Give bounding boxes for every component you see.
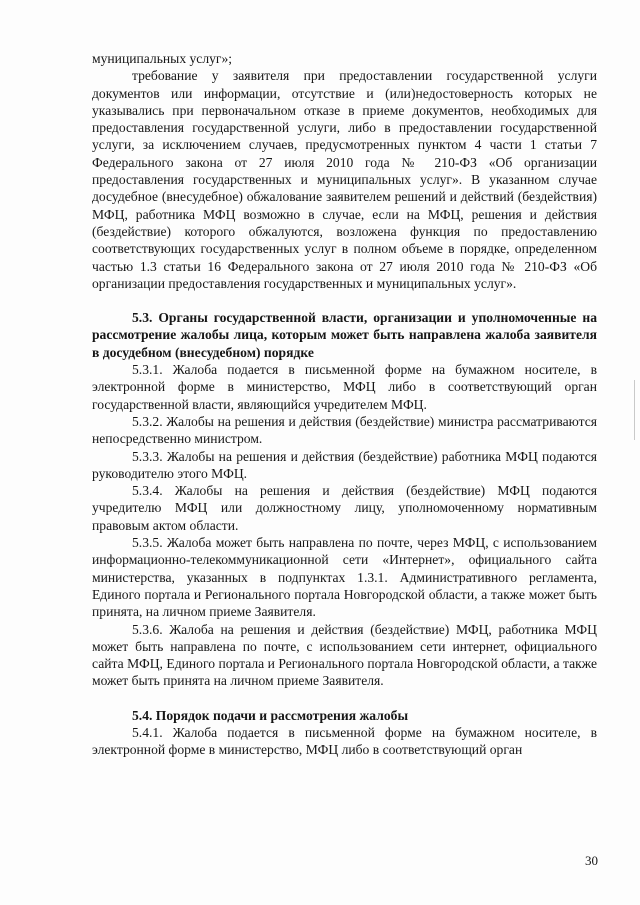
paragraph-5-3-5: 5.3.5. Жалоба может быть направлена по почте, через МФЦ, с использованием информационно-телекоммуникационной сети «Интернет», официального сайта министерства, указанных в подпунктах 1.3.1. Административного регламента, Единого портала и Регионального портала Новгородской области, а также может быть принята, на личном приеме Заявителя. bbox=[92, 535, 597, 620]
paragraph-5-3-2: 5.3.2. Жалобы на решения и действия (бездействие) министра рассматриваются непосредственно министром. bbox=[92, 413, 597, 447]
paragraph-5-3-4: 5.3.4. Жалобы на решения и действия (бездействие) МФЦ подаются учредителю МФЦ или должностному лицу, уполномоченному нормативным правовым актом области. bbox=[92, 483, 597, 533]
paragraph-continuation: муниципальных услуг»; bbox=[92, 51, 233, 66]
paragraph-5-3-3: 5.3.3. Жалобы на решения и действия (бездействие) работника МФЦ подаются руководителю этого МФЦ. bbox=[92, 448, 597, 481]
paragraph-requirement: требование у заявителя при предоставлении государственной услуги документов или информации, отсутствие и (или)недостоверность которых не указывались при первоначальном отказе в приеме документов, необходимых для предоставления государственной услуги, либо в предоставлении государственной услуги, за исключением случаев, предусмотренных пунктом 4 части 1 статьи 7 Федерального закона от 27 июля 2010 года № 210-ФЗ «Об организации предоставления государственных и муниципальных услуг». В указанном случае досудебное (внесудебное) обжалование заявителем решений и действий (бездействия) МФЦ, работника МФЦ возможно в случае, если на МФЦ, решения и действия (бездействие) которого обжалуются, возложена функция по предоставлению соответствующих государственных услуг в полном объеме в порядке, определенном частью 1.3 статьи 16 Федерального закона от 27 июля 2010 года № 210-ФЗ «Об организации предоставления государственных и муниципальных услуг». bbox=[92, 68, 597, 291]
section-heading-5-3: 5.3. Органы государственной власти, организации и уполномоченные на рассмотрение жалобы лица, которым может быть направлена жалоба заявителя в досудебном (внесудебном) порядке bbox=[92, 310, 597, 360]
paragraph-5-3-6: 5.3.6. Жалоба на решения и действия (бездействие) МФЦ, работника МФЦ может быть направлена по почте, с использованием сети интернет, официального сайта МФЦ, Единого портала и Регионального портала Новгородской области, а также может быть принята на личном приеме Заявителя. bbox=[92, 621, 597, 689]
paragraph-5-4-1: 5.4.1. Жалоба подается в письменной форме на бумажном носителе, в электронной форме в министерство, МФЦ либо в соответствующий орган bbox=[92, 724, 597, 758]
document-body bbox=[92, 50, 597, 759]
page-number: 30 bbox=[585, 853, 598, 868]
section-heading-5-4: 5.4. Порядок подачи и рассмотрения жалобы bbox=[132, 707, 409, 723]
paragraph-5-3-1: 5.3.1. Жалоба подается в письменной форме на бумажном носителе, в электронной форме в министерство, МФЦ либо в соответствующий орган государственной власти, являющийся учредителем МФЦ. bbox=[92, 362, 597, 412]
scan-edge-mark bbox=[634, 380, 635, 440]
